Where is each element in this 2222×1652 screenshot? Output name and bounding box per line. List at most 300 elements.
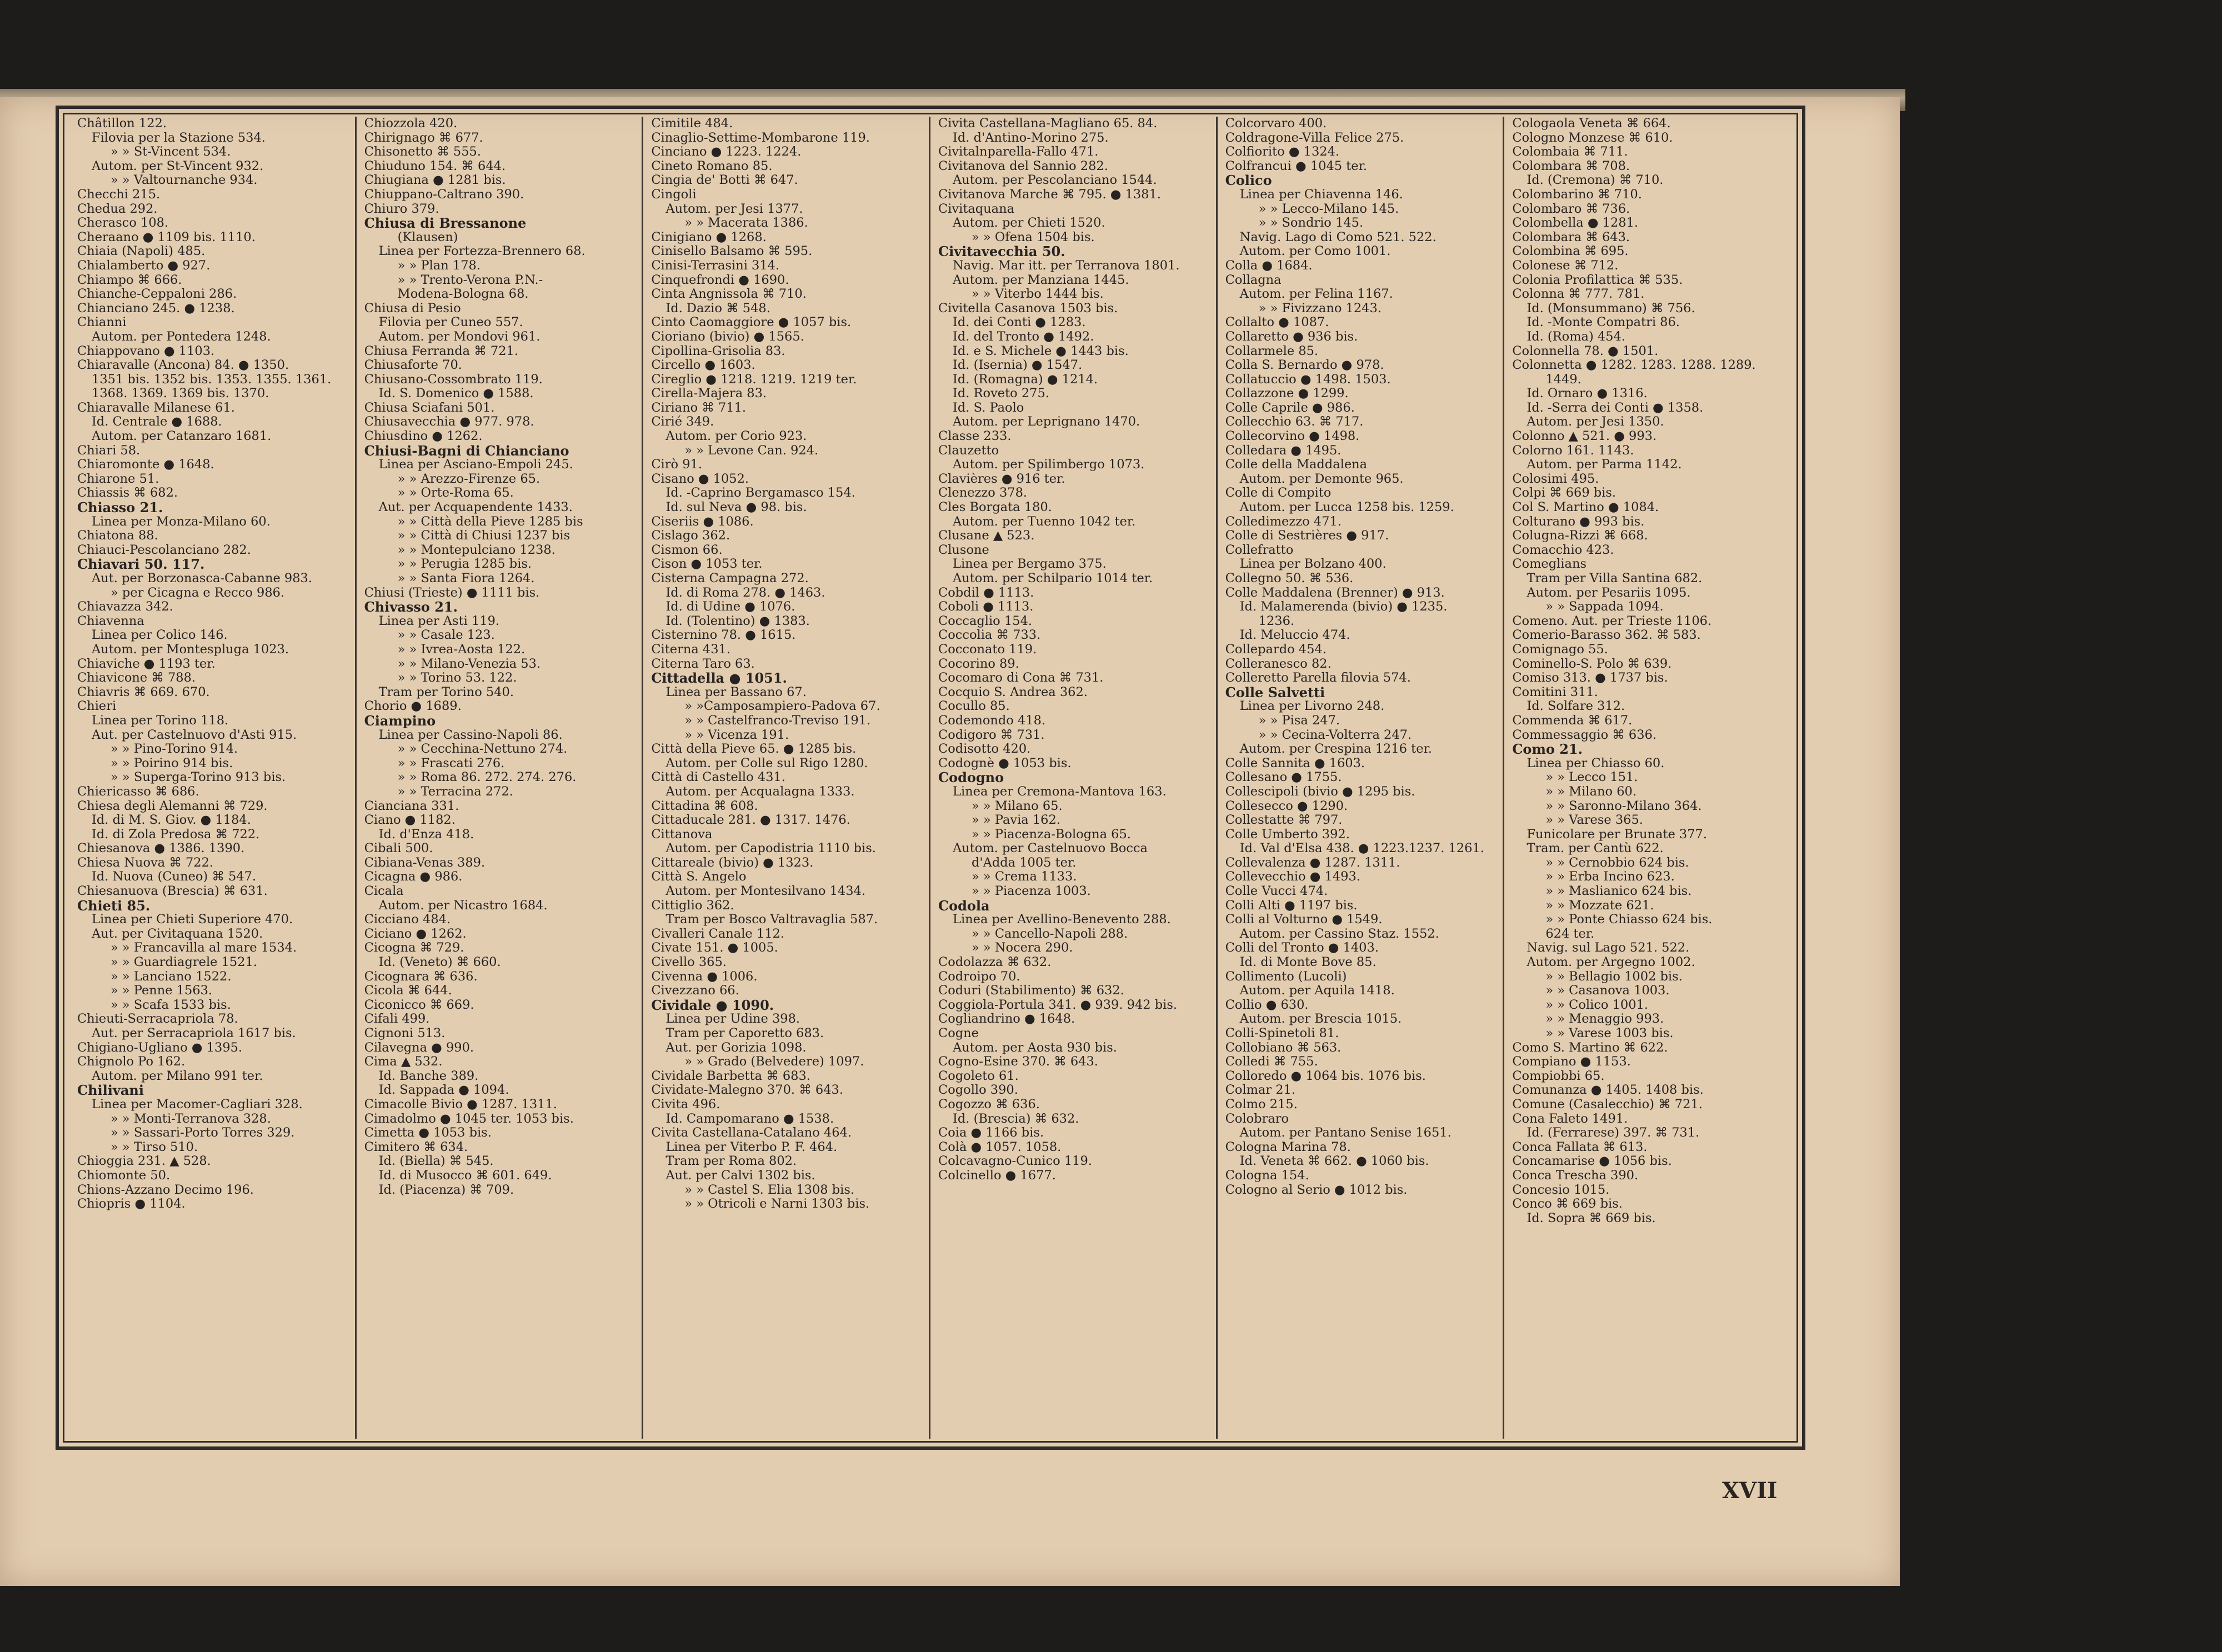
index-entry: Civita Castellana-Magliano 65. 84. — [938, 117, 1158, 131]
index-entry: Linea per Torino 118. — [92, 713, 229, 728]
index-entry: Colcinello ● 1677. — [938, 1168, 1056, 1183]
index-entry: Colonno ▲ 521. ● 993. — [1512, 429, 1657, 444]
index-entry: d'Adda 1005 ter. — [972, 855, 1077, 870]
index-entry: Id. (Monsummano) ⌘ 756. — [1527, 301, 1695, 316]
index-entry: Colle Vucci 474. — [1225, 884, 1328, 899]
index-columns — [69, 117, 1791, 1439]
index-entry: Chieuti-Serracapriola 78. — [77, 1012, 238, 1027]
index-entry: Cicala — [364, 884, 404, 899]
index-entry: Civitanova del Sannio 282. — [938, 159, 1108, 173]
index-entry: Colli del Tronto ● 1403. — [1225, 941, 1379, 955]
index-entry: Chiozzola 420. — [364, 117, 458, 131]
index-entry: Linea per Livorno 248. — [1239, 699, 1385, 714]
index-entry: » » Superga-Torino 913 bis. — [111, 770, 286, 785]
index-entry: Cislago 362. — [651, 529, 730, 543]
index-entry: Chigiano-Ugliano ● 1395. — [77, 1040, 243, 1055]
index-entry: Id. dei Conti ● 1283. — [953, 316, 1086, 330]
index-entry: » » Francavilla al mare 1534. — [111, 941, 297, 955]
index-entry: Id. di Roma 278. ● 1463. — [665, 585, 825, 600]
index-entry: Chiusa di Bressanone — [364, 216, 527, 231]
index-entry: » » Scafa 1533 bis. — [111, 998, 231, 1012]
index-entry: Colfrancui ● 1045 ter. — [1225, 159, 1368, 173]
index-entry: Navig. Lago di Como 521. 522. — [1239, 230, 1437, 244]
index-entry: Coccaglio 154. — [938, 614, 1032, 628]
index-entry: Cingia de' Botti ⌘ 647. — [651, 173, 798, 188]
index-entry: » » Sondrio 145. — [1258, 216, 1364, 231]
index-entry: Cisterna Campagna 272. — [651, 572, 809, 585]
index-entry: Colonese ⌘ 712. — [1512, 258, 1619, 273]
index-entry: Chiarone 51. — [77, 472, 159, 486]
index-entry: » » Arezzo-Firenze 65. — [397, 472, 541, 486]
index-entry: Cignoni 513. — [364, 1027, 446, 1040]
index-entry: Cittareale (bivio) ● 1323. — [651, 855, 814, 870]
index-entry: » » Varese 365. — [1545, 813, 1643, 828]
index-entry: Codemondo 418. — [938, 713, 1046, 728]
index-entry: Cividate-Malegno 370. ⌘ 643. — [651, 1083, 843, 1098]
index-entry: Autom. per Tuenno 1042 ter. — [953, 514, 1136, 529]
index-entry: Chiusa Ferranda ⌘ 721. — [364, 344, 518, 358]
index-entry: Colpi ⌘ 669 bis. — [1512, 486, 1617, 500]
index-entry: Id. Solfare 312. — [1527, 699, 1625, 714]
index-column-5 — [1218, 117, 1505, 1439]
index-entry: » » Sassari-Porto Torres 329. — [111, 1126, 295, 1140]
index-entry: Compiano ● 1153. — [1512, 1055, 1631, 1069]
index-entry: Id. -Monte Compatri 86. — [1527, 316, 1680, 330]
index-entry: Id. (Ferrarese) 397. ⌘ 731. — [1527, 1126, 1700, 1140]
index-entry: Id. -Serra dei Conti ● 1358. — [1527, 401, 1704, 415]
index-column-1 — [69, 117, 357, 1439]
index-entry: Cherasco 108. — [77, 216, 169, 231]
index-entry: Chisonetto ⌘ 555. — [364, 145, 481, 159]
index-entry: Id. (Cremona) ⌘ 710. — [1527, 173, 1664, 188]
index-entry: Cicogna ⌘ 729. — [364, 941, 464, 955]
index-entry: Cinigiano ● 1268. — [651, 230, 767, 244]
index-entry: » » Cecchina-Nettuno 274. — [397, 742, 568, 757]
index-entry: » » Pisa 247. — [1258, 713, 1340, 728]
index-entry: Cinisi-Terrasini 314. — [651, 258, 780, 273]
index-entry: Chiaviche ● 1193 ter. — [77, 657, 216, 671]
index-entry: Cologno al Serio ● 1012 bis. — [1225, 1183, 1408, 1197]
index-entry: Circello ● 1603. — [651, 358, 755, 373]
index-entry: » » Valtournanche 934. — [111, 173, 258, 188]
index-entry: Cinquefrondi ● 1690. — [651, 273, 789, 287]
index-entry: Cles Borgata 180. — [938, 500, 1052, 515]
index-entry: Colcorvaro 400. — [1225, 117, 1327, 131]
index-entry: Autom. per Schilpario 1014 ter. — [953, 572, 1153, 585]
index-entry: Coccolia ⌘ 733. — [938, 628, 1041, 643]
index-entry: Collarmele 85. — [1225, 344, 1319, 358]
index-entry: Id. Dazio ⌘ 548. — [665, 301, 770, 316]
index-entry: Chiugiana ● 1281 bis. — [364, 173, 506, 188]
index-column-3 — [643, 117, 930, 1439]
index-entry: » » Milano 65. — [972, 799, 1063, 813]
index-entry: Comeno. Aut. per Trieste 1106. — [1512, 614, 1712, 628]
index-entry: » » Bellagio 1002 bis. — [1545, 969, 1683, 984]
index-entry: Linea per Cremona-Mantova 163. — [953, 784, 1167, 799]
index-entry: » » Erba Incino 623. — [1545, 870, 1675, 884]
index-entry: Clavières ● 916 ter. — [938, 472, 1065, 486]
index-entry: Id. di Udine ● 1076. — [665, 600, 795, 614]
index-entry: Autom. per Capodistria 1110 bis. — [665, 842, 876, 856]
index-entry: » » Grado (Belvedere) 1097. — [684, 1055, 864, 1069]
index-entry: Cona Faleto 1491. — [1512, 1112, 1628, 1126]
index-entry: Civitalnparella-Fallo 471. — [938, 145, 1099, 159]
index-entry: » » Maslianico 624 bis. — [1545, 884, 1692, 899]
index-entry: Id. di Monte Bove 85. — [1239, 955, 1377, 970]
index-entry: » » Monti-Terranova 328. — [111, 1112, 271, 1126]
index-entry: Autom. per Como 1001. — [1239, 244, 1391, 259]
index-entry: Autom. per Aosta 930 bis. — [953, 1040, 1117, 1055]
index-entry: Collazzone ● 1299. — [1225, 387, 1349, 401]
index-entry: Collepardo 454. — [1225, 642, 1327, 657]
index-entry: Cinto Caomaggiore ● 1057 bis. — [651, 316, 852, 330]
index-entry: Colleranesco 82. — [1225, 657, 1332, 671]
index-entry: Collagna — [1225, 273, 1282, 287]
index-entry: Chiusaforte 70. — [364, 358, 462, 373]
index-entry: Colmo 215. — [1225, 1097, 1298, 1112]
index-entry: Cifali 499. — [364, 1012, 430, 1027]
index-entry: Civenna ● 1006. — [651, 969, 758, 984]
index-entry: Colonna ⌘ 777. 781. — [1512, 287, 1645, 302]
index-entry: Conca Fallata ⌘ 613. — [1512, 1140, 1648, 1154]
index-entry: Id. Roveto 275. — [953, 387, 1049, 401]
index-entry: Id. e S. Michele ● 1443 bis. — [953, 344, 1129, 358]
index-entry: Cirò 91. — [651, 458, 702, 472]
index-entry: Cismon 66. — [651, 543, 723, 557]
index-entry: Filovia per la Stazione 534. — [92, 131, 266, 145]
index-entry: Clauzetto — [938, 443, 999, 458]
index-entry: Chiasso 21. — [77, 500, 163, 515]
index-entry: Id. (Roma) 454. — [1527, 329, 1625, 344]
index-entry: Chorio ● 1689. — [364, 699, 462, 714]
index-entry: Autom. per Chieti 1520. — [953, 216, 1105, 231]
index-entry: Id. d'Antino-Morino 275. — [953, 131, 1109, 145]
index-entry: » » Ofena 1504 bis. — [972, 230, 1095, 244]
index-entry: Cianciana 331. — [364, 799, 459, 813]
index-column-6 — [1504, 117, 1791, 1439]
index-entry: Id. Sopra ⌘ 669 bis. — [1527, 1211, 1656, 1225]
index-entry: Aut. per Acquapendente 1433. — [378, 500, 573, 515]
index-entry: Colli-Spinetoli 81. — [1225, 1027, 1339, 1040]
index-entry: Codroipo 70. — [938, 969, 1020, 984]
index-entry: Collegno 50. ⌘ 536. — [1225, 572, 1354, 585]
index-entry: Colombara ⌘ 708. — [1512, 159, 1630, 173]
index-entry: » » Varese 1003 bis. — [1545, 1027, 1674, 1040]
index-entry: » » Penne 1563. — [111, 984, 213, 998]
index-entry: Cisternino 78. ● 1615. — [651, 628, 796, 643]
index-entry: Comacchio 423. — [1512, 543, 1614, 557]
index-entry: Cividale ● 1090. — [651, 998, 774, 1013]
index-entry: Cologno Monzese ⌘ 610. — [1512, 131, 1673, 145]
index-entry: Cibiana-Venas 389. — [364, 855, 486, 870]
index-entry: Autom. per Lucca 1258 bis. 1259. — [1239, 500, 1454, 515]
index-entry: Autom. per Catanzaro 1681. — [92, 429, 272, 444]
index-entry: » » Piacenza-Bologna 65. — [972, 827, 1131, 842]
index-entry: Citerna Taro 63. — [651, 657, 755, 671]
index-entry: Chiavari 50. 117. — [77, 557, 205, 572]
index-entry: Cimacolle Bivio ● 1287. 1311. — [364, 1097, 557, 1112]
index-entry: Colle Umberto 392. — [1225, 827, 1350, 842]
index-entry: Ciano ● 1182. — [364, 813, 456, 828]
index-entry: Chiaromonte ● 1648. — [77, 458, 214, 472]
index-entry: Colombarino ⌘ 710. — [1512, 187, 1642, 202]
index-entry: Cinta Angnissola ⌘ 710. — [651, 287, 807, 302]
index-entry: Concamarise ● 1056 bis. — [1512, 1154, 1672, 1169]
index-entry: Autom. per Pontedera 1248. — [92, 329, 271, 344]
index-entry: Como 21. — [1512, 742, 1583, 757]
index-entry: Colugna-Rizzi ⌘ 668. — [1512, 529, 1648, 543]
index-entry: Linea per Bolzano 400. — [1239, 557, 1387, 572]
index-entry: Chiesanova ● 1386. 1390. — [77, 842, 245, 856]
index-entry: Città di Castello 431. — [651, 770, 785, 785]
index-entry: Col S. Martino ● 1084. — [1512, 500, 1659, 515]
index-entry: 1236. — [1258, 614, 1295, 628]
index-entry: Cinaglio-Settime-Mombarone 119. — [651, 131, 870, 145]
index-entry: Chiappovano ● 1103. — [77, 344, 215, 358]
index-entry: Colleretto Parella filovia 574. — [1225, 671, 1411, 685]
index-entry: » » Lanciano 1522. — [111, 969, 232, 984]
index-entry: Tram per Torino 540. — [378, 685, 514, 699]
index-entry: Ciseriis ● 1086. — [651, 514, 754, 529]
index-entry: » » Lecco 151. — [1545, 770, 1638, 785]
index-entry: Id. del Tronto ● 1492. — [953, 329, 1094, 344]
index-entry: Chiopris ● 1104. — [77, 1197, 186, 1212]
index-entry: Tram per Villa Santina 682. — [1527, 572, 1703, 585]
index-entry: Cologaola Veneta ⌘ 664. — [1512, 117, 1671, 131]
index-entry: » » Cernobbio 624 bis. — [1545, 855, 1689, 870]
index-entry: Collecorvino ● 1498. — [1225, 429, 1360, 444]
index-entry: Id. Meluccio 474. — [1239, 628, 1350, 643]
index-entry: Collimento (Lucoli) — [1225, 969, 1347, 984]
index-entry: Cittadina ⌘ 608. — [651, 799, 758, 813]
index-entry: » » Milano-Venezia 53. — [397, 657, 541, 671]
index-entry: Linea per Monza-Milano 60. — [92, 514, 271, 529]
index-entry: Chiomonte 50. — [77, 1168, 171, 1183]
index-entry: Cocconato 119. — [938, 642, 1037, 657]
index-entry: » » Pavia 162. — [972, 813, 1060, 828]
index-entry: Cologna 154. — [1225, 1168, 1309, 1183]
index-entry: Chiampo ⌘ 666. — [77, 273, 182, 287]
index-entry: Aut. per Castelnuovo d'Asti 915. — [92, 728, 297, 742]
index-entry: Codisotto 420. — [938, 742, 1031, 757]
index-entry: Comunanza ● 1405. 1408 bis. — [1512, 1083, 1704, 1098]
index-entry: Linea per Colico 146. — [92, 628, 228, 643]
index-entry: Civitella Casanova 1503 bis. — [938, 301, 1118, 316]
index-entry: Chiusdino ● 1262. — [364, 429, 483, 444]
index-entry: Id. Sappada ● 1094. — [378, 1083, 509, 1098]
index-entry: » » Viterbo 1444 bis. — [972, 287, 1104, 302]
index-entry: Cilavegna ● 990. — [364, 1040, 474, 1055]
index-entry: Autom. per Mondovi 961. — [378, 329, 541, 344]
index-entry: Cittanova — [651, 827, 713, 842]
index-entry: Tram per Roma 802. — [665, 1154, 797, 1169]
index-entry: Como S. Martino ⌘ 622. — [1512, 1040, 1668, 1055]
index-entry: Linea per Chiasso 60. — [1527, 756, 1665, 770]
index-entry: » » Macerata 1386. — [684, 216, 808, 231]
index-entry: Autom. per Felina 1167. — [1239, 287, 1393, 302]
index-entry: » » Cancello-Napoli 288. — [972, 927, 1128, 941]
index-entry: Collestatte ⌘ 797. — [1225, 813, 1343, 828]
index-entry: Chiuppano-Caltrano 390. — [364, 187, 524, 202]
page-number: XVII — [1722, 1478, 1778, 1504]
index-entry: » » Roma 86. 272. 274. 276. — [397, 770, 577, 785]
index-entry: Châtillon 122. — [77, 117, 167, 131]
index-entry: Cimetta ● 1053 bis. — [364, 1126, 492, 1140]
index-entry: Linea per Bassano 67. — [665, 685, 807, 699]
index-entry: Id. (Piacenza) ⌘ 709. — [378, 1183, 514, 1197]
index-entry: Chiusi-Bagni di Chianciano — [364, 443, 569, 458]
index-entry: Id. di M. S. Giov. ● 1184. — [92, 813, 251, 828]
index-entry: Id. sul Neva ● 98. bis. — [665, 500, 807, 515]
index-entry: Autom. per Jesi 1377. — [665, 202, 803, 216]
index-entry: » » Crema 1133. — [972, 870, 1077, 884]
index-entry: Cocomaro di Cona ⌘ 731. — [938, 671, 1104, 685]
index-entry: Id. (Tolentino) ● 1383. — [665, 614, 810, 628]
index-entry: Linea per Bergamo 375. — [953, 557, 1107, 572]
index-entry: Colombella ● 1281. — [1512, 216, 1639, 231]
index-entry: Chiassis ⌘ 682. — [77, 486, 178, 500]
index-entry: Colfiorito ● 1324. — [1225, 145, 1340, 159]
index-entry: Chieti 85. — [77, 898, 151, 913]
index-entry: Cireglio ● 1218. 1219. 1219 ter. — [651, 372, 857, 387]
index-entry: Modena-Bologna 68. — [397, 287, 529, 302]
index-entry: Chiusano-Cossombrato 119. — [364, 372, 543, 387]
index-entry: » » St-Vincent 534. — [111, 145, 231, 159]
index-entry: » »Camposampiero-Padova 67. — [684, 699, 880, 714]
index-entry: Coia ● 1166 bis. — [938, 1126, 1044, 1140]
index-entry: » » Pino-Torino 914. — [111, 742, 238, 757]
index-entry: Autom. per Demonte 965. — [1239, 472, 1404, 486]
index-entry: Collefratto — [1225, 543, 1294, 557]
index-entry: Clusone — [938, 543, 989, 557]
index-entry: Cittadella ● 1051. — [651, 671, 787, 685]
index-entry: Collalto ● 1087. — [1225, 316, 1329, 330]
index-entry: Chiavazza 342. — [77, 600, 173, 614]
index-entry: Cominello-S. Polo ⌘ 639. — [1512, 657, 1672, 671]
index-entry: Id. (Veneto) ⌘ 660. — [378, 955, 501, 970]
index-entry: Autom. per Pesariis 1095. — [1527, 585, 1691, 600]
index-entry: Linea per Cassino-Napoli 86. — [378, 728, 563, 742]
index-entry: Linea per Fortezza-Brennero 68. — [378, 244, 585, 259]
index-entry: Colturano ● 993 bis. — [1512, 514, 1645, 529]
index-entry: » » Vicenza 191. — [684, 728, 789, 742]
index-entry: Id. (Romagna) ● 1214. — [953, 372, 1098, 387]
index-entry: Cirella-Majera 83. — [651, 387, 767, 401]
index-entry: Linea per Chieti Superiore 470. — [92, 913, 293, 927]
index-entry: Cogne — [938, 1027, 979, 1040]
index-entry: Civitavecchia 50. — [938, 244, 1065, 259]
index-entry: » » Mozzate 621. — [1545, 898, 1654, 913]
index-entry: » » Guardiagrele 1521. — [111, 955, 258, 970]
index-entry: Navig. Mar itt. per Terranova 1801. — [953, 258, 1180, 273]
index-entry: Chiatona 88. — [77, 529, 158, 543]
index-entry: Autom. per Aquila 1418. — [1239, 984, 1395, 998]
index-entry: Autom. per Manziana 1445. — [953, 273, 1129, 287]
index-entry: Collecchio 63. ⌘ 717. — [1225, 415, 1364, 429]
index-entry: Colla ● 1684. — [1225, 258, 1313, 273]
index-column-4 — [930, 117, 1218, 1439]
index-entry: Chedua 292. — [77, 202, 158, 216]
index-entry: Chieri — [77, 699, 117, 714]
index-entry: Autom. per Corio 923. — [665, 429, 807, 444]
index-entry: Collevecchio ● 1493. — [1225, 870, 1360, 884]
index-entry: » » Tirso 510. — [111, 1140, 198, 1154]
index-entry: Colle Salvetti — [1225, 685, 1325, 700]
index-entry: Cioriano (bivio) ● 1565. — [651, 329, 804, 344]
index-entry: Comeglians — [1512, 557, 1587, 572]
index-entry: Chiari 58. — [77, 443, 141, 458]
index-entry: Chiesa degli Alemanni ⌘ 729. — [77, 799, 268, 813]
index-entry: Colledi ⌘ 755. — [1225, 1055, 1318, 1069]
index-entry: Codigoro ⌘ 731. — [938, 728, 1045, 742]
index-entry: Autom. per Spilimbergo 1073. — [953, 458, 1145, 472]
index-entry: Coldragone-Villa Felice 275. — [1225, 131, 1404, 145]
index-entry: Colledimezzo 471. — [1225, 514, 1342, 529]
index-entry: Cologna Marina 78. — [1225, 1140, 1351, 1154]
index-entry: Cicciano 484. — [364, 913, 451, 927]
index-entry: Collesecco ● 1290. — [1225, 799, 1348, 813]
index-entry: » » Casale 123. — [397, 628, 495, 643]
index-entry: Autom. per Cassino Staz. 1552. — [1239, 927, 1439, 941]
index-entry: Autom. per Argegno 1002. — [1527, 955, 1695, 970]
index-entry: Tram per Bosco Valtravaglia 587. — [665, 913, 878, 927]
index-entry: Cison ● 1053 ter. — [651, 557, 763, 572]
index-entry: Id. di Musocco ⌘ 601. 649. — [378, 1168, 552, 1183]
index-entry: » » Orte-Roma 65. — [397, 486, 514, 500]
index-entry: Colloredo ● 1064 bis. 1076 bis. — [1225, 1069, 1426, 1083]
index-entry: Id. Val d'Elsa 438. ● 1223.1237. 1261. — [1239, 842, 1484, 856]
index-entry: Collevalenza ● 1287. 1311. — [1225, 855, 1400, 870]
index-entry: Autom. per Pantano Senise 1651. — [1239, 1126, 1452, 1140]
index-entry: Chiericasso ⌘ 686. — [77, 784, 199, 799]
index-entry: Autom. per Crespina 1216 ter. — [1239, 742, 1432, 757]
index-entry: Cittiglio 362. — [651, 898, 734, 913]
index-entry: Colà ● 1057. 1058. — [938, 1140, 1062, 1154]
index-entry: Id. Veneta ⌘ 662. ● 1060 bis. — [1239, 1154, 1429, 1169]
index-entry: Coboli ● 1113. — [938, 600, 1034, 614]
index-entry: Aut. per Serracapriola 1617 bis. — [92, 1027, 296, 1040]
index-entry: Linea per Avellino-Benevento 288. — [953, 913, 1171, 927]
index-entry: Cirié 349. — [651, 415, 714, 429]
index-entry: » » Casanova 1003. — [1545, 984, 1670, 998]
index-entry: Civalleri Canale 112. — [651, 927, 784, 941]
index-entry: Colla S. Bernardo ● 978. — [1225, 358, 1384, 373]
index-entry: Id. Malamerenda (bivio) ● 1235. — [1239, 600, 1448, 614]
index-entry: Linea per Macomer-Cagliari 328. — [92, 1097, 303, 1112]
index-entry: Codognè ● 1053 bis. — [938, 756, 1072, 770]
index-entry: Chiaia (Napoli) 485. — [77, 244, 206, 259]
index-entry: Chiaravalle (Ancona) 84. ● 1350. — [77, 358, 289, 373]
index-entry: Chiusa di Pesio — [364, 301, 461, 316]
index-entry: Autom. per Parma 1142. — [1527, 458, 1682, 472]
index-entry: Cogollo 390. — [938, 1083, 1018, 1098]
index-entry: Cobdil ● 1113. — [938, 585, 1034, 600]
index-entry: Città S. Angelo — [651, 870, 747, 884]
index-entry: » » Perugia 1285 bis. — [397, 557, 532, 572]
index-entry: Tram per Caporetto 683. — [665, 1027, 824, 1040]
index-column-2 — [357, 117, 644, 1439]
index-entry: Id. Banche 389. — [378, 1069, 479, 1083]
index-entry: Colmar 21. — [1225, 1083, 1296, 1098]
index-entry: Autom. per Montespluga 1023. — [92, 642, 289, 657]
index-entry: » » Piacenza 1003. — [972, 884, 1091, 899]
index-entry: Chianche-Ceppaloni 286. — [77, 287, 237, 302]
index-entry: Linea per Viterbo P. F. 464. — [665, 1140, 838, 1154]
index-entry: 1449. — [1545, 372, 1582, 387]
index-entry: Autom. per St-Vincent 932. — [92, 159, 264, 173]
index-entry: Id. Campomarano ● 1538. — [665, 1112, 834, 1126]
index-entry: Conco ⌘ 669 bis. — [1512, 1197, 1623, 1212]
